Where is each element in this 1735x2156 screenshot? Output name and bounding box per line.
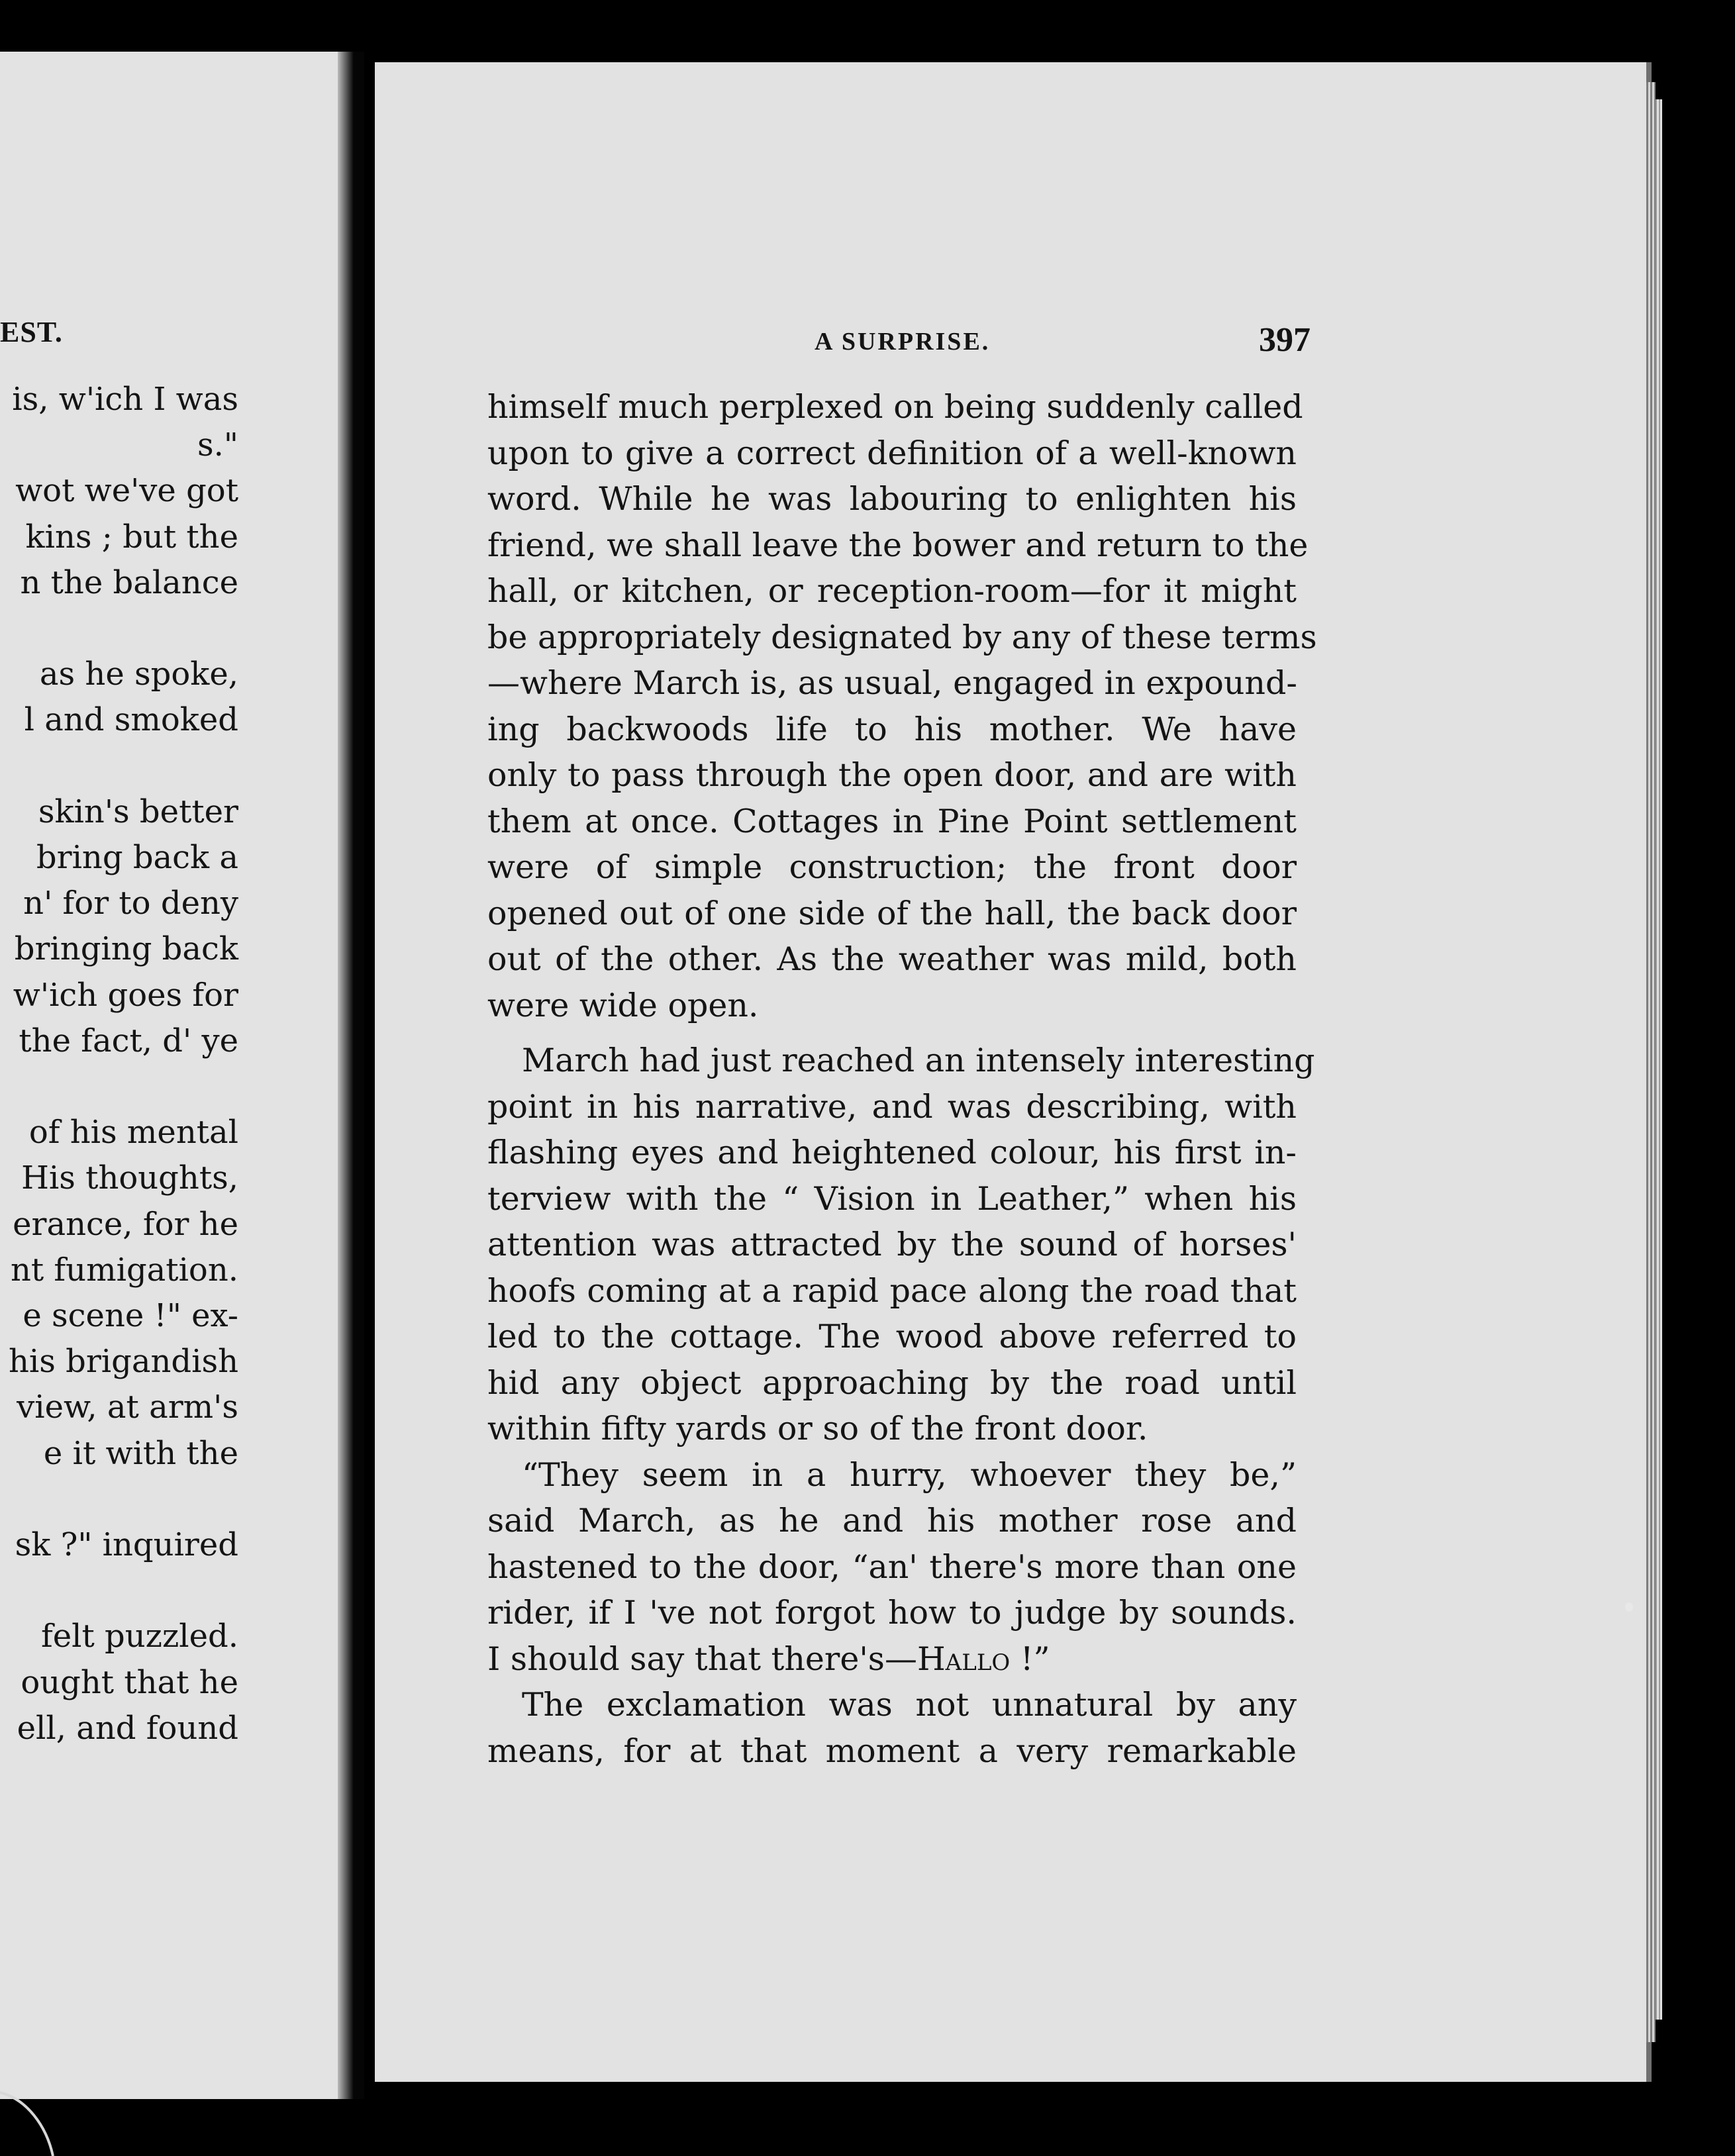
- text-line-content: I should say that there's—: [487, 1640, 917, 1678]
- text-line-content: —where March is, as usual, engaged in expound-: [487, 664, 1297, 702]
- text-line: [487, 1452, 1297, 1498]
- text-line-content: were wide open.: [487, 986, 759, 1024]
- text-line-content: rider, if I 've not forgot how to judge by sounds.: [487, 1594, 1297, 1632]
- text-line-content: attention was attracted by the sound of horses': [487, 1226, 1297, 1263]
- text-line: [487, 1176, 1297, 1222]
- text-line-content: them at once. Cottages in Pine Point settlement: [487, 802, 1297, 840]
- text-line: [487, 752, 1297, 799]
- text-line: [487, 1360, 1297, 1406]
- text-line-content: March had just reached an intensely interesting: [522, 1042, 1315, 1079]
- text-line-content: hastened to the door, “an' there's more than one: [487, 1547, 1297, 1586]
- left-text-line: His thoughts,: [21, 1159, 238, 1197]
- text-line-content: hid any object approaching by the road until: [487, 1363, 1297, 1402]
- left-text-line: erance, for he: [13, 1205, 238, 1243]
- left-text-line: s.": [197, 426, 238, 464]
- text-line-content: himself much perplexed on being suddenly called: [487, 388, 1303, 426]
- left-text-line: bring back a: [36, 839, 238, 876]
- left-text-line: n' for to deny: [23, 885, 238, 922]
- left-text-line: felt puzzled.: [40, 1618, 238, 1655]
- text-line-content: word. While he was labouring to enlighten his: [487, 480, 1297, 518]
- left-text-line: is, w'ich I was: [12, 381, 238, 418]
- left-page: [0, 52, 338, 2099]
- text-line: [487, 430, 1297, 477]
- text-line: [487, 1268, 1297, 1314]
- exclamation-hallo: Hallo !”: [917, 1640, 1050, 1678]
- text-line: [487, 844, 1297, 891]
- text-line: [487, 1590, 1297, 1636]
- left-text-line: view, at arm's: [17, 1389, 238, 1426]
- text-line-content: “They seem in a hurry, whoever they be,”: [522, 1455, 1297, 1494]
- running-head: A SURPRISE.: [815, 328, 991, 356]
- text-line-content: opened out of one side of the hall, the back door: [487, 894, 1297, 932]
- text-line: [487, 1544, 1297, 1591]
- text-line: [487, 799, 1297, 845]
- text-line-content: led to the cottage. The wood above referred to: [487, 1318, 1297, 1355]
- book-gutter: [338, 52, 364, 2099]
- left-text-line: as he spoke,: [39, 656, 238, 693]
- text-line: [487, 614, 1317, 661]
- text-line: [487, 1498, 1297, 1544]
- left-text-line: nt fumigation.: [10, 1251, 238, 1289]
- text-line: [487, 1038, 1315, 1084]
- text-line: [487, 1682, 1297, 1728]
- text-line: [487, 936, 1297, 983]
- text-line-content: The exclamation was not unnatural by any: [522, 1686, 1297, 1724]
- page-edges: [1646, 82, 1656, 2042]
- text-line-content: means, for at that moment a very remarkable: [487, 1732, 1297, 1770]
- right-page: [375, 62, 1652, 2082]
- text-line-content: terview with the “ Vision in Leather,” when his: [487, 1179, 1297, 1218]
- text-line-content: friend, we shall leave the bower and return to the: [487, 526, 1309, 564]
- left-text-line: ought that he: [21, 1663, 238, 1701]
- left-text-line: wot we've got: [15, 472, 238, 510]
- text-line: [487, 476, 1297, 522]
- left-text-line: e it with the: [43, 1434, 238, 1472]
- text-line: [487, 1636, 1297, 1683]
- text-line: [487, 1728, 1297, 1775]
- left-text-line: w'ich goes for: [13, 976, 238, 1014]
- text-line-content: upon to give a correct definition of a well-known: [487, 434, 1297, 472]
- left-text-line: sk ?" inquired: [15, 1526, 238, 1563]
- left-running-head: EST.: [0, 316, 63, 348]
- left-text-line: kins ; but the: [25, 518, 238, 556]
- text-line: [487, 1130, 1297, 1176]
- left-text-line: ell, and found: [17, 1709, 238, 1747]
- text-line-content: be appropriately designated by any of these terms: [487, 618, 1317, 656]
- page-edges-inner: [1656, 99, 1662, 2020]
- text-line-content: point in his narrative, and was describing, with: [487, 1087, 1297, 1126]
- page-number: 397: [1259, 321, 1311, 359]
- text-line: [487, 1084, 1297, 1130]
- text-line: [487, 522, 1309, 569]
- text-line: [487, 384, 1303, 430]
- left-text-line: his brigandish: [8, 1343, 238, 1381]
- text-line-content: said March, as he and his mother rose and: [487, 1502, 1297, 1540]
- text-line-content: hoofs coming at a rapid pace along the road that: [487, 1271, 1297, 1310]
- text-line: [487, 891, 1297, 937]
- left-text-line: n the balance: [20, 564, 238, 601]
- dust-speck: [1625, 1602, 1633, 1612]
- text-line-content: hall, or kitchen, or reception-room—for it might: [487, 572, 1297, 610]
- page-corner-curl: [0, 2086, 79, 2156]
- left-text-line: e scene !" ex-: [23, 1297, 238, 1334]
- left-text-line: skin's better: [38, 793, 238, 830]
- left-text-line: the fact, d' ye: [19, 1022, 238, 1059]
- text-line-content: flashing eyes and heightened colour, his first in-: [487, 1134, 1297, 1171]
- text-line-content: ing backwoods life to his mother. We have: [487, 710, 1297, 748]
- left-text-line: bringing back: [14, 930, 238, 968]
- left-text-line: of his mental: [28, 1114, 238, 1152]
- text-line-content: only to pass through the open door, and are with: [487, 756, 1297, 794]
- text-line: [487, 1222, 1297, 1268]
- text-line-content: out of the other. As the weather was mild, both: [487, 940, 1297, 978]
- text-line-content: within fifty yards or so of the front door.: [487, 1410, 1148, 1447]
- text-line: [487, 660, 1297, 707]
- text-line: [487, 707, 1297, 753]
- text-line: [487, 1314, 1297, 1360]
- left-text-line: l and smoked: [24, 701, 238, 739]
- text-line: [487, 983, 1297, 1029]
- body-text: [487, 384, 1317, 1774]
- text-line: [487, 1406, 1297, 1452]
- text-line: [487, 568, 1297, 614]
- text-line-content: were of simple construction; the front door: [487, 848, 1297, 886]
